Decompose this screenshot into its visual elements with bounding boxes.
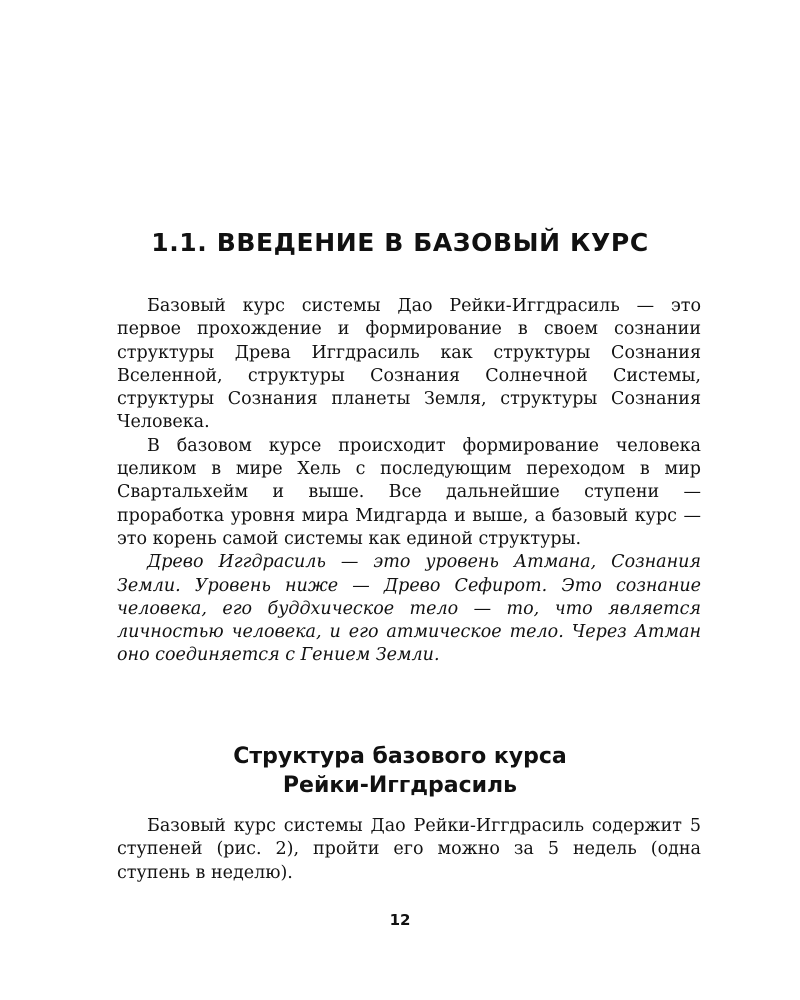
structure-text: [117, 815, 701, 885]
intro-text: [117, 295, 701, 668]
structure-paragraph: Базовый курс системы Дао Рейки-Иггдрасиль содержит 5 ступеней (рис. 2), пройти его можно за 5 недель (одна ступень в неделю).: [117, 816, 701, 883]
section-title-line-2: Рейки-Иггдрасиль: [282, 773, 518, 798]
intro-italic-paragraph: Древо Иггдрасиль — это уровень Атмана, Сознания Земли. Уровень ниже — Древо Сефирот. Это сознание человека, его буддхическое тело — то, что является личностью человека, и его атмическое тело. Через Атман оно соединяется с Гением Земли.: [117, 552, 701, 666]
intro-paragraph-2: В базовом курсе происходит формирование человека целиком в мире Хель с последующим переходом в мир Свартальхейм и выше. Все дальнейшие ступени — проработка уровня мира Мидгарда и выше, а базовый курс — это корень самой системы как единой структуры.: [117, 435, 701, 549]
intro-paragraph-1: Базовый курс системы Дао Рейки-Иггдрасиль — это первое прохождение и формирование в своем сознании структуры Древа Иггдрасиль как структуры Сознания Вселенной, структуры Сознания Солнечной Системы, структуры Сознания планеты Земля, структуры Сознания Человека.: [117, 296, 701, 433]
page-number: 12: [389, 911, 411, 929]
chapter-title: 1.1. ВВЕДЕНИЕ В БАЗОВЫЙ КУРС: [151, 228, 649, 257]
section-title-line-1: Структура базового курса: [233, 744, 567, 769]
section-title: [0, 742, 800, 800]
